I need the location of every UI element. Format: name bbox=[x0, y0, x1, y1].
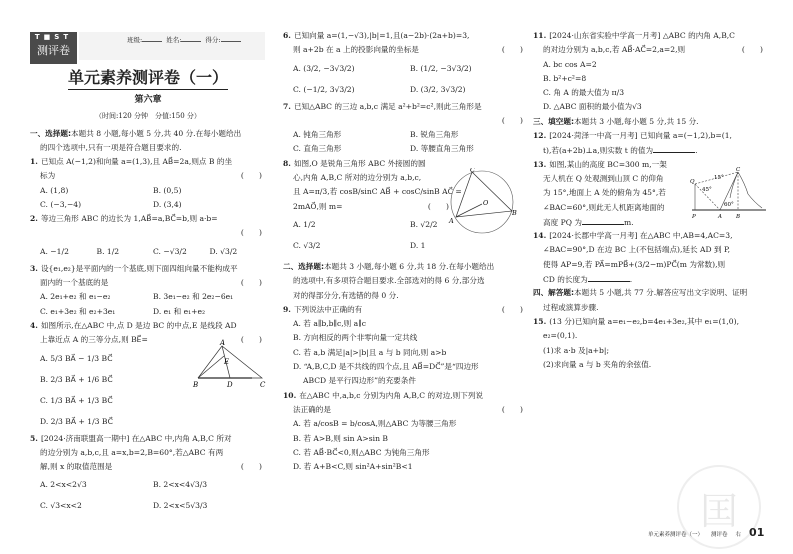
question-stem-line bbox=[283, 403, 527, 417]
question-number: 10. bbox=[283, 390, 297, 400]
question-number: 6. bbox=[283, 31, 291, 40]
svg-text:45°: 45° bbox=[702, 187, 712, 193]
stem-text: 设{e₁,e₂}是平面内的一个基底,则下面四组向量不能构成平 bbox=[40, 263, 238, 273]
section-text: 的选项中,有多项符合题目要求.全部选对的得 6 分,部分选 bbox=[293, 276, 485, 286]
question-stem-line bbox=[283, 185, 462, 199]
question-number: 4. bbox=[30, 320, 38, 330]
logo-top: T■ST bbox=[34, 33, 73, 41]
option-D[interactable]: D. 若 A+B<C,则 sin²A+sin²B<1 bbox=[293, 462, 413, 472]
stem-text: 为 15°,地面上 A 处的俯角为 45°,若 bbox=[543, 188, 666, 198]
option-B[interactable]: B. √2/2 bbox=[410, 219, 438, 229]
svg-text:A: A bbox=[718, 214, 722, 220]
option-C[interactable]: C. √3/2 bbox=[293, 240, 321, 250]
stem-text-wrap bbox=[543, 358, 651, 372]
stem-text-wrap bbox=[543, 243, 730, 257]
section-instructions bbox=[283, 260, 527, 303]
section-line bbox=[30, 141, 266, 155]
stem-text-wrap bbox=[40, 169, 55, 183]
question-number: 14. bbox=[533, 231, 547, 241]
label-a: A bbox=[220, 339, 226, 347]
triangle-figure-q4 bbox=[190, 338, 270, 388]
stem-text-wrap bbox=[293, 185, 462, 199]
option-C[interactable]: C. 若 a,b 满足|a|>|b|且 a 与 b 同向,则 a>b bbox=[293, 347, 447, 357]
stem-text-wrap bbox=[30, 319, 237, 333]
question-stem-line bbox=[533, 129, 767, 143]
question-number: 2. bbox=[30, 214, 38, 224]
stem-text-wrap bbox=[543, 172, 663, 186]
svg-text:15°: 15° bbox=[714, 175, 724, 181]
answer-bracket[interactable]: ( ) bbox=[240, 171, 262, 181]
section-one bbox=[30, 127, 266, 156]
answer-blank[interactable] bbox=[588, 272, 633, 285]
question-stem-line bbox=[283, 389, 527, 403]
column-1 bbox=[30, 155, 266, 516]
stem-text: CD 的长度为 bbox=[543, 275, 588, 285]
question-5 bbox=[30, 432, 266, 517]
label-c: C bbox=[260, 381, 266, 388]
stem-text: 在△ABC 中,a,b,c 分别为内角 A,B,C 的对边,则下列说 bbox=[299, 390, 484, 400]
stem-text-wrap bbox=[533, 315, 739, 329]
stem-text-wrap bbox=[543, 143, 697, 157]
question-stem-line bbox=[283, 303, 527, 317]
page-number: 01 bbox=[749, 526, 765, 539]
question-stem-line bbox=[30, 432, 266, 446]
question-stem-line bbox=[533, 243, 767, 257]
question-12 bbox=[533, 129, 767, 158]
question-11 bbox=[533, 29, 767, 115]
answer-bracket[interactable]: ( ) bbox=[741, 45, 763, 55]
section-label: 四、解答题: bbox=[533, 288, 575, 298]
answer-bracket[interactable]: ( ) bbox=[240, 335, 262, 345]
question-stem-line bbox=[533, 344, 767, 358]
option-C[interactable]: C. (−1/2, 3√3/2) bbox=[293, 84, 355, 94]
option-C[interactable]: C. 角 A 的最大值为 π/3 bbox=[543, 88, 625, 98]
stem-text: 面内的一个基底的是 bbox=[40, 278, 109, 288]
chapter-heading: 第六章 bbox=[134, 95, 162, 105]
svg-text:P: P bbox=[692, 214, 696, 220]
question-stem-line bbox=[30, 212, 266, 226]
section-label: 二、选择题: bbox=[283, 261, 325, 271]
question-number: 15. bbox=[533, 316, 547, 326]
option-B[interactable]: B. 锐角三角形 bbox=[410, 130, 459, 140]
stem-text-wrap bbox=[543, 201, 664, 215]
question-stem-line bbox=[283, 200, 453, 214]
answer-blank[interactable] bbox=[582, 215, 624, 225]
question-number: 9. bbox=[283, 304, 291, 314]
label-e: E bbox=[224, 358, 230, 366]
section-line bbox=[533, 115, 767, 129]
option-A[interactable]: A. 若 a∥b,b∥c,则 a∥c bbox=[293, 319, 366, 329]
stem-text: [2024·山东省实验中学高一月考] △ABC 的内角 A,B,C bbox=[549, 31, 735, 40]
stem-text: (13 分)已知向量 a=e₁−e₂,b=4e₁+3e₂,其中 e₁=(1,0), bbox=[549, 316, 740, 326]
question-stem-line bbox=[30, 319, 266, 333]
option-B[interactable]: B. b²+c²=8 bbox=[543, 73, 587, 83]
stem-text: 心,内角 A,B,C 所对的边分别为 a,b,c, bbox=[293, 173, 422, 183]
option-D[interactable]: D. △ABC 面积的最小值为√3 bbox=[543, 102, 642, 112]
option-A[interactable]: A. −1/2 bbox=[40, 246, 69, 256]
section-instructions bbox=[533, 115, 767, 129]
question-stem-line bbox=[30, 446, 266, 460]
section-instructions bbox=[30, 127, 266, 156]
stem-text-wrap bbox=[543, 215, 634, 229]
question-stem-line bbox=[30, 262, 266, 276]
circle-figure-q8 bbox=[448, 168, 518, 238]
score-field[interactable]: 得分: bbox=[205, 35, 240, 44]
section-text: 本题共 3 小题,每小题 6 分,共 18 分.在每小题给出 bbox=[324, 261, 495, 271]
stem-text: 标为 bbox=[40, 171, 56, 181]
answer-bracket[interactable]: ( ) bbox=[501, 404, 523, 414]
options bbox=[30, 184, 266, 213]
footer-title: 单元素养测评卷（一） bbox=[648, 532, 704, 538]
svg-text:C: C bbox=[736, 167, 741, 173]
stem-text-wrap bbox=[283, 157, 426, 171]
stem-text: [2024·济南联盟高一期中] 在△ABC 中,内角 A,B,C 所对 bbox=[40, 433, 232, 443]
stem-text: e₂=(0,1). bbox=[543, 331, 578, 341]
question-stem-line bbox=[283, 43, 527, 57]
question-stem-line bbox=[30, 155, 266, 169]
question-stem-line bbox=[533, 258, 767, 272]
option-C[interactable]: C. 直角三角形 bbox=[293, 144, 342, 154]
section-line bbox=[283, 289, 527, 303]
option-D[interactable]: D. “A,B,C,D 是不共线的四个点,且 AB⃗=DC⃗”是“四边形 bbox=[293, 362, 479, 372]
option-C[interactable]: C. −√3/2 bbox=[153, 246, 187, 256]
page-footer bbox=[648, 526, 764, 539]
stem-text-wrap bbox=[543, 344, 609, 358]
stem-text: 如图所示,在△ABC 中,点 D 是边 BC 的中点,E 是线段 AD bbox=[40, 320, 237, 330]
question-9 bbox=[283, 303, 527, 389]
option-D[interactable]: D. (3,4) bbox=[153, 199, 182, 209]
question-15 bbox=[533, 315, 767, 372]
option-C[interactable]: C. (−3,−4) bbox=[40, 199, 82, 209]
stem-text: 等边三角形 ABC 的边长为 1,AB⃗=a,BC⃗=b,则 a·b= bbox=[40, 214, 218, 224]
question-stem-line bbox=[533, 172, 703, 186]
stem-text: 2mAO⃗,则 m= bbox=[293, 201, 343, 211]
stem-text: 如图,某山的高度 BC=300 m,一架 bbox=[549, 159, 667, 169]
section-instructions bbox=[533, 286, 767, 315]
stem-text-wrap bbox=[533, 29, 735, 43]
section-text: 本题共 8 小题,每小题 5 分,共 40 分.在每小题给出 bbox=[71, 129, 242, 138]
option-D[interactable]: D. 等腰直角三角形 bbox=[410, 144, 474, 154]
question-14 bbox=[533, 229, 767, 286]
options bbox=[283, 58, 527, 100]
options bbox=[30, 241, 266, 262]
section-line bbox=[533, 301, 767, 315]
option-C[interactable]: C. 若 AB⃗·BC⃗<0,则△ABC 为钝角三角形 bbox=[293, 447, 430, 457]
stem-text-wrap bbox=[30, 155, 232, 169]
section-line bbox=[30, 127, 266, 141]
stem-text: [2024·长郡中学高一月考] 在△ABC 中,AB=4,AC=3, bbox=[549, 231, 733, 241]
question-stem-line bbox=[533, 201, 703, 215]
option-A[interactable]: A. 2<x<2√3 bbox=[40, 480, 87, 490]
footer-side: 右 bbox=[735, 532, 742, 538]
section-line bbox=[533, 286, 767, 300]
stem-text-wrap bbox=[30, 432, 232, 446]
option-A[interactable]: A. 1/2 bbox=[293, 219, 316, 229]
stem-text: 已知△ABC 的三边 a,b,c 满足 a²+b²=c²,则此三角形是 bbox=[293, 101, 482, 111]
section-label: 三、填空题: bbox=[533, 116, 575, 126]
stem-text-wrap bbox=[40, 460, 112, 474]
stem-text-wrap bbox=[543, 272, 632, 286]
option-C[interactable]: C. 1/3 BA⃗ + 1/3 BC⃗ bbox=[40, 395, 113, 405]
question-number: 7. bbox=[283, 101, 291, 111]
option-C[interactable]: C. √3<x<2 bbox=[40, 501, 82, 511]
label-d: D bbox=[227, 381, 233, 388]
page-title: 单元素养测评卷（一） bbox=[68, 67, 228, 90]
svg-text:60°: 60° bbox=[724, 202, 734, 208]
stem-text-wrap bbox=[533, 158, 667, 172]
question-number: 13. bbox=[533, 159, 547, 169]
question-stem-line bbox=[533, 43, 767, 57]
question-3 bbox=[30, 262, 266, 319]
blank-suffix: . bbox=[695, 146, 698, 156]
option-B[interactable]: B. 2<x<4√3/3 bbox=[153, 480, 208, 490]
option-A[interactable]: A. bc cos A=2 bbox=[543, 59, 597, 69]
option-D[interactable]: ABCD 是平行四边形”的充要条件 bbox=[293, 376, 416, 386]
stem-text: 则 a+2b 在 a 上的投影向量的坐标是 bbox=[293, 45, 419, 55]
option-D[interactable]: D. e₁ 和 e₁+e₂ bbox=[153, 306, 206, 316]
stem-text-wrap bbox=[543, 329, 577, 343]
question-stem-line bbox=[30, 169, 266, 183]
answer-bracket[interactable]: ( ) bbox=[240, 278, 262, 288]
label-c: C bbox=[470, 168, 475, 174]
option-B[interactable]: B. 若 A>B,则 sin A>sin B bbox=[293, 433, 388, 443]
option-B[interactable]: B. 方向相反的两个非零向量一定共线 bbox=[293, 333, 418, 343]
option-B[interactable]: B. (0,5) bbox=[153, 185, 182, 195]
stem-text-wrap bbox=[533, 229, 733, 243]
option-B[interactable]: B. 1/2 bbox=[96, 246, 120, 256]
time-info: （时间:120 分钟 分值:150 分） bbox=[95, 112, 201, 120]
stem-text-wrap bbox=[533, 129, 732, 143]
label-a: A bbox=[449, 217, 454, 225]
section-line bbox=[283, 274, 527, 288]
stem-text-wrap bbox=[543, 186, 666, 200]
question-number: 1. bbox=[30, 157, 38, 166]
options bbox=[30, 474, 266, 516]
options bbox=[283, 128, 527, 157]
stem-text: 的对边分别为 a,b,c,若 AB⃗·AC⃗=2,a=2,则 bbox=[543, 45, 686, 55]
answer-bracket[interactable]: ( ) bbox=[501, 45, 523, 55]
watermark-seal-icon: 囯 bbox=[699, 488, 738, 533]
question-stem-line bbox=[533, 215, 703, 229]
question-stem-line bbox=[533, 272, 767, 286]
options bbox=[283, 317, 527, 388]
options bbox=[533, 58, 767, 115]
blank-suffix: . bbox=[629, 275, 633, 285]
stem-text: 且 A=π/3,若 cosB/sinC AB⃗ + cosC/sinB AC⃗ = bbox=[293, 187, 462, 197]
option-A[interactable]: A. 2e₁+e₂ 和 e₁−e₂ bbox=[40, 292, 111, 302]
option-A[interactable]: A. 若 a/cosB = b/cosA,则△ABC 为等腰三角形 bbox=[293, 419, 457, 429]
question-stem-line bbox=[533, 329, 767, 343]
section-text: 过程或演算步骤. bbox=[543, 302, 599, 312]
question-2 bbox=[30, 212, 266, 262]
stem-text-wrap bbox=[293, 403, 331, 417]
svg-text:Q: Q bbox=[690, 179, 695, 185]
logo-bottom: 测评卷 bbox=[37, 44, 70, 57]
option-D[interactable]: D. 2<x<5√3/3 bbox=[153, 501, 208, 511]
stem-text: 下列说法中正确的有 bbox=[293, 304, 363, 314]
question-stem-line bbox=[533, 229, 767, 243]
stem-text-wrap bbox=[543, 43, 685, 57]
question-1 bbox=[30, 155, 266, 212]
answer-bracket[interactable]: ( ) bbox=[501, 115, 523, 125]
footer-tag: 测评卷 bbox=[711, 532, 728, 538]
question-number: 3. bbox=[30, 263, 38, 273]
question-stem-line bbox=[283, 29, 527, 43]
option-A[interactable]: A. 5/3 BA⃗ − 1/3 BC⃗ bbox=[40, 353, 113, 363]
stem-text-wrap bbox=[40, 333, 148, 347]
answer-bracket[interactable]: ( ) bbox=[240, 462, 262, 472]
column-2 bbox=[283, 29, 527, 474]
question-10 bbox=[283, 389, 527, 475]
question-6 bbox=[283, 29, 527, 100]
options bbox=[30, 290, 266, 319]
stem-text: 如图,O 是锐角三角形 ABC 外接圆的圆 bbox=[293, 158, 426, 168]
question-stem-line bbox=[533, 315, 767, 329]
class-field[interactable]: 班级: bbox=[127, 35, 162, 44]
question-number: 11. bbox=[533, 31, 547, 40]
stem-text: t),若(a+2b)⊥a,则实数 t 的值为 bbox=[543, 146, 654, 156]
test-logo bbox=[30, 32, 77, 64]
stem-text: 的边分别为 a,b,c,且 a=x,b=2,B=60°,若△ABC 有两 bbox=[40, 447, 224, 457]
stem-text: ∠BAC=60°,则此无人机距离地面的 bbox=[543, 202, 665, 212]
answer-bracket[interactable]: ( ) bbox=[501, 304, 523, 314]
section-text: 对的得部分分,有选错的得 0 分. bbox=[293, 290, 399, 300]
svg-text:B: B bbox=[736, 214, 741, 220]
option-D[interactable]: D. 1 bbox=[410, 240, 426, 250]
options bbox=[283, 417, 527, 474]
section-text: 本题共 3 小题,每小题 5 分,共 15 分. bbox=[574, 116, 699, 126]
question-stem-line bbox=[283, 157, 443, 171]
section-text: 本题共 5 小题,共 77 分.解答应写出文字说明、证明 bbox=[574, 288, 748, 298]
option-C[interactable]: C. e₁+3e₂ 和 e₂+3e₁ bbox=[40, 306, 116, 316]
stem-text: 使得 AP=9,若 PA⃗=mPB⃗+(3/2−m)PC⃗(m 为常数),则 bbox=[543, 259, 726, 269]
stem-text: [2024·菏泽一中高一月考] 已知向量 a=(−1,2),b=(1, bbox=[549, 131, 732, 141]
blank-suffix: m. bbox=[623, 217, 634, 227]
question-stem-line bbox=[30, 226, 266, 240]
section-line bbox=[283, 260, 527, 274]
question-stem-line bbox=[533, 158, 693, 172]
stem-text-wrap bbox=[543, 258, 725, 272]
answer-blank[interactable] bbox=[653, 143, 698, 156]
question-number: 8. bbox=[283, 158, 291, 168]
stem-text: 已知向量 a=(1,−√3),|b|=1,且(a−2b)·(2a+b)=3, bbox=[293, 31, 470, 40]
stem-text: ∠BAC=90°,D 在边 BC 上(不包括端点),延长 AD 到 P, bbox=[543, 245, 731, 255]
option-B[interactable]: B. (1/2, −3√3/2) bbox=[410, 63, 472, 73]
option-B[interactable]: B. 2/3 BA⃗ + 1/6 BC⃗ bbox=[40, 374, 113, 384]
answer-bracket[interactable]: ( ) bbox=[427, 201, 449, 211]
stem-text-wrap bbox=[293, 43, 419, 57]
section-label: 一、选择题: bbox=[30, 129, 72, 138]
question-stem-line bbox=[30, 276, 266, 290]
stem-text-wrap bbox=[40, 276, 108, 290]
stem-text: (2)求向量 a 与 b 夹角的余弦值. bbox=[543, 359, 652, 369]
stem-text-wrap bbox=[283, 100, 482, 114]
question-number: 12. bbox=[533, 131, 547, 141]
stem-text-wrap bbox=[30, 262, 238, 276]
question-7 bbox=[283, 100, 527, 157]
stem-text-wrap bbox=[283, 303, 362, 317]
question-stem-line bbox=[30, 460, 266, 474]
stem-text-wrap bbox=[40, 446, 223, 460]
option-B[interactable]: B. 3e₁−e₂ 和 2e₂−6e₁ bbox=[153, 292, 234, 302]
stem-text: (1)求 a·b 及|a+b|; bbox=[543, 345, 610, 355]
option-D[interactable]: D. √3/2 bbox=[209, 246, 238, 256]
name-field[interactable]: 姓名: bbox=[166, 35, 201, 44]
stem-text: 高度 PQ 为 bbox=[543, 217, 582, 227]
stem-text: 上靠近点 A 的三等分点,则 BE⃗= bbox=[40, 335, 148, 345]
stem-text: 解,则 x 的取值范围是 bbox=[40, 462, 113, 472]
question-number: 5. bbox=[30, 433, 38, 443]
question-stem-line bbox=[533, 186, 703, 200]
question-stem-line bbox=[533, 358, 767, 372]
label-b: B bbox=[193, 381, 199, 388]
stem-text: 法正确的是 bbox=[293, 404, 331, 414]
student-info-fields bbox=[79, 32, 265, 60]
question-stem-line bbox=[283, 100, 527, 114]
stem-text-wrap bbox=[283, 29, 469, 43]
stem-text: 无人机在 Q 处观测到山顶 C 的仰角 bbox=[543, 173, 664, 183]
option-A[interactable]: A. 钝角三角形 bbox=[293, 130, 342, 140]
stem-text-wrap bbox=[283, 389, 483, 403]
question-stem-line bbox=[283, 171, 453, 185]
answer-bracket[interactable]: ( ) bbox=[240, 228, 262, 238]
question-stem-line bbox=[533, 29, 767, 43]
mountain-figure-q13 bbox=[690, 164, 768, 220]
option-A[interactable]: A. (3/2, −3√3/2) bbox=[293, 63, 355, 73]
stem-text-wrap bbox=[30, 212, 218, 226]
section-text: 的四个选项中,只有一项是符合题目要求的. bbox=[40, 143, 182, 153]
question-stem-line bbox=[533, 143, 767, 157]
stem-text-wrap bbox=[293, 171, 421, 185]
label-b: B bbox=[512, 209, 517, 217]
question-stem-line bbox=[283, 114, 527, 128]
option-A[interactable]: A. (1,8) bbox=[40, 185, 69, 195]
stem-text: 已知点 A(−1,2)和向量 a=(1,3),且 AB⃗=2a,则点 B 的坐 bbox=[40, 157, 233, 166]
option-D[interactable]: D. (3/2, 3√3/2) bbox=[410, 84, 466, 94]
option-D[interactable]: D. 2/3 BA⃗ + 1/3 BC⃗ bbox=[40, 416, 113, 426]
label-o: O bbox=[483, 199, 489, 207]
stem-text-wrap bbox=[293, 200, 342, 214]
